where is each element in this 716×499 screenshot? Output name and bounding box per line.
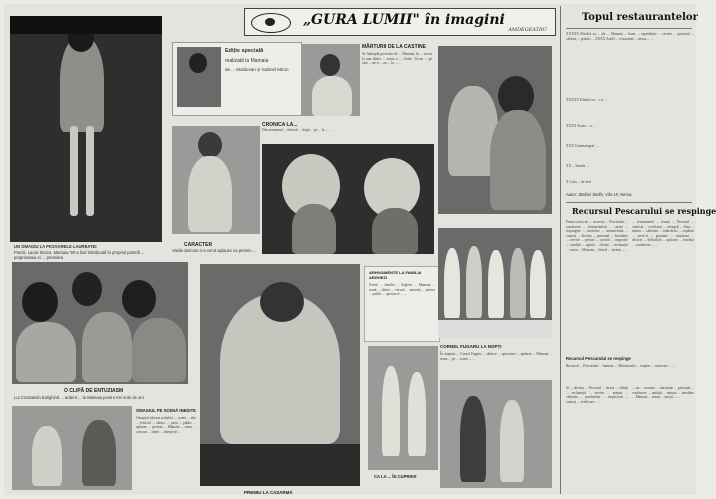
- side-row-3: XXX Cinematograf ...: [566, 144, 599, 148]
- side-text-col-3: Și ... decizia ... Pescarul ... terasă ... clienți ... reclamații ... servire ... prețuri ... calitatea ... produselor ... inspectorii ... comerț ... verificare ... ...: [566, 386, 628, 404]
- photo-man-microphone: [302, 44, 360, 116]
- heading-premiu: PREMIU LA CAZARMĂ: [244, 490, 293, 495]
- caption-caractere: Vasile Șeicaru n-a cerut aplauze ca premiu ...: [172, 248, 257, 253]
- heading-cantare: CA LA ... ÎN CUPRINS: [374, 474, 417, 479]
- side-text-summary: Recursul ... Pescarului ... înaintat ... Ministerului ... respins ... motivare ... ...: [566, 364, 675, 368]
- newspaper-page: [4, 4, 716, 495]
- side-row-1: XXXXX Fiindcă sa ... s-a ...: [566, 98, 607, 102]
- side-divider: [566, 202, 692, 203]
- photo-caractere: [172, 126, 260, 234]
- intro-line-1: Ediție specială: [225, 48, 264, 54]
- text-arhivamente: Poetul ... familia ... Arghezi ... Mamaia ... seară ... cântec ... versuri ... amintiri ... pentru ... public ... spectacol ... ...: [369, 283, 435, 297]
- photo-audience: [12, 262, 188, 384]
- side-text-intro: XXXXX Fiindcă sa ... ale ... Mamaia ... bune ... ospitalitate ... servire ... personal ... calitate ... preturi ... XXXX Astfel ... restaurant ... terasa ... ...: [566, 32, 694, 41]
- heading-omagiu: OMAGIUL PE SCENĂ INEDITE: [136, 408, 196, 413]
- heading-cronica: CRONICA LA...: [262, 122, 298, 128]
- text-cronica: Din momentul ... festival ... după ... pe ... la ... ...: [262, 128, 332, 132]
- photo-couple: [438, 46, 552, 214]
- intro-box: [172, 42, 302, 116]
- side-text-col-2: ... restaurantul ... terasă ... Pescarul ... comisia ... verificare ... nereguli ... lista ... meniu ... calitatea ... mâncăruri ... ospătari ... servicii ... gestiune ... sancțiuni ... decizie ... definitivă ... aplicare ... imediat ... conducere ... ...: [632, 220, 694, 247]
- side-title: Topul restaurantelor: [582, 12, 698, 23]
- side-note: Autor: Stelian Stella, Vila 15, Nerva.: [566, 192, 633, 197]
- photo-singer-blonde-1: [262, 144, 360, 254]
- side-title-rule: [566, 28, 692, 29]
- box-arhivamente: [364, 266, 440, 342]
- heading-arhivamente: ARHIVAMENTE LA FAMILIA ARGHEZI: [369, 270, 422, 280]
- heading-cornel: CORNEL FUGARU LA NOPȚI: [440, 344, 502, 349]
- heading-marturia: MĂRTURII DE LA CASTINE: [362, 44, 426, 50]
- caption-laura-text: Poezii, Laura Stoica, Mamaia '90 a fost îmbrăcată în propriul pantofi ... proprietatea ei ... premiera: [14, 250, 145, 260]
- side-text-col-4: ... nu ... aceasta ... sancțiune ... personal ... conducere ... unității ... măsuri ... imediate ... Mamaia ... sezon ... turiști ... ...: [632, 386, 694, 400]
- caption-laura-title: UN OMAGIU LA PICIOARELE LAUREATEI: [14, 244, 97, 249]
- photo-stage-small: [12, 406, 132, 490]
- masthead-subtitle: AMDEGEATRU: [508, 27, 547, 33]
- intro-line-2: realizată la Mamaia: [225, 58, 269, 64]
- side-text-col-1: Pentru acest an ... recursul ... Pescarului ... conducere ... întreprinderii ... cerere ... respingere ... motivare ... ministerului ... comerț ... decizia ... personal ... bucătărie ... servire ... prețuri ... control ... inspecție ... condiții ... igienă ... clienți ... reclamații ... sezon ... Mamaia ... litoral ... turism ... ...: [566, 220, 628, 252]
- text-cornel: În noaptea ... Cornel Fugaru ... cântece ... spectatori ... aplauze ... Mamaia ... seara ... pe ... scena ... ...: [440, 352, 552, 361]
- side-row-4: XX ... bunele ...: [566, 164, 589, 168]
- photo-cantare: [368, 346, 438, 470]
- side-row-2: XXXX Acasa ... a ...: [566, 124, 596, 128]
- intro-line-3: de ... Moldovan și Gabriel Miron: [225, 67, 289, 72]
- eye-logo-icon: [251, 13, 291, 33]
- masthead-title: „GURA LUMII" în imagini: [303, 12, 505, 28]
- side-sub-heading: Recursul Pescarului se respinge: [566, 356, 631, 361]
- heading-caractere: CARACTER: [184, 242, 213, 248]
- caption-clipa: Lui Constantin Bulighină ... ardent ... la Mamaia pentru trei sute de ani.: [14, 395, 145, 400]
- photo-cornel-fugaru: [440, 380, 552, 488]
- photo-premiu-cazarma: [200, 264, 360, 486]
- photo-singer-blonde-2: [354, 144, 434, 254]
- masthead: [244, 8, 556, 36]
- column-divider: [560, 6, 561, 494]
- text-omagiu: Omagiul adresat artiștilor ... scenă ... zile ... festival ... cântec ... juriu ... public ... aplauze ... premiu ... Mamaia ... seara ... concurs ... tineri ... interpreți ...: [136, 416, 196, 434]
- photo-author: [177, 47, 221, 107]
- photo-group: [438, 228, 552, 338]
- heading-clipa: O CLIPĂ DE ENTUZIASM: [64, 388, 124, 394]
- side-row-5: X Lista ... de vise: [566, 180, 592, 184]
- text-marturia: Se întâmplă povestea de ... Mamaia, în ... trecut la una dintre ... scena o ... cîntec. Vocea ... pe care ... ne-a ... un ... la ... ...: [362, 52, 432, 66]
- photo-laura-stoica: [10, 16, 162, 242]
- side-second-title: Recursul Pescarului se respinge: [572, 206, 716, 216]
